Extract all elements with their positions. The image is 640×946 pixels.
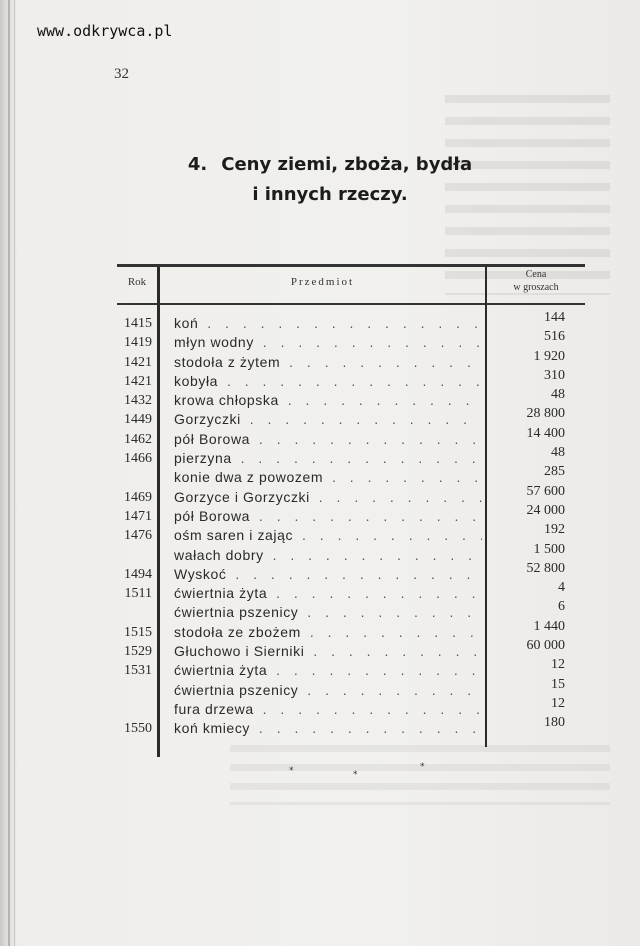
row-price: 14 400 xyxy=(526,425,565,441)
book-spine-line xyxy=(14,0,15,946)
row-item: fura drzewa . . . xyxy=(174,700,482,719)
row-item: konie dwa z powozem . . . xyxy=(174,468,482,487)
table-top-rule xyxy=(117,264,585,267)
row-item: Gorzyce i Gorzyczki . . . xyxy=(174,488,482,507)
row-price: 1 440 xyxy=(533,618,565,634)
row-price: 24 000 xyxy=(526,502,565,518)
row-year: 1421 xyxy=(124,373,152,389)
row-price: 4 xyxy=(558,580,565,596)
page-number: 32 xyxy=(114,66,129,82)
row-year: 1531 xyxy=(124,663,152,679)
row-year: 1415 xyxy=(124,316,152,331)
row-item: ćwiertnia pszenicy . . . xyxy=(174,681,482,700)
row-price: 12 xyxy=(551,695,565,711)
header-price-line-2: w groszach xyxy=(513,282,559,293)
row-item: stodoła ze zbożem . . . xyxy=(174,623,482,642)
row-price: 28 800 xyxy=(526,406,565,422)
row-item: koń . . . xyxy=(174,314,482,333)
table-row xyxy=(117,715,585,738)
row-year: 1466 xyxy=(124,451,152,467)
row-year: 1529 xyxy=(124,644,152,660)
row-year: 1494 xyxy=(124,566,152,582)
row-item: pół Borowa . . . xyxy=(174,507,482,526)
asterism-star: * xyxy=(289,766,294,776)
watermark: www.odkrywca.pl xyxy=(37,22,173,40)
row-year: 1515 xyxy=(124,624,152,640)
header-item: Przedmiot xyxy=(290,276,355,288)
asterism-star: * xyxy=(420,762,425,772)
row-item: młyn wodny . . . xyxy=(174,333,482,352)
row-year: 1419 xyxy=(124,335,152,351)
heading-number: 4. xyxy=(187,154,208,175)
row-item: stodoła z żytem . . . xyxy=(174,353,482,372)
table-body xyxy=(117,310,585,739)
row-item: ośm saren i zając . . . xyxy=(174,526,482,545)
row-item: pierzyna . . . xyxy=(174,449,482,468)
row-item: Głuchowo i Sierniki . . . xyxy=(174,642,482,661)
row-item: ćwiertnia pszenicy . . . xyxy=(174,603,482,622)
row-price: 60 000 xyxy=(526,638,565,654)
row-item: krowa chłopska . . . xyxy=(174,391,482,410)
row-year: 1462 xyxy=(124,431,152,447)
row-item: koń kmiecy . . . xyxy=(174,719,482,738)
row-price: 1 920 xyxy=(533,348,565,364)
row-price: 48 xyxy=(551,387,565,403)
row-price: 1 500 xyxy=(533,541,565,557)
row-price: 180 xyxy=(544,715,565,731)
row-item: kobyła . . . xyxy=(174,372,482,391)
row-item: ćwiertnia żyta . . . xyxy=(174,584,482,603)
asterism-star: * xyxy=(353,770,358,780)
row-price: 310 xyxy=(544,367,565,383)
row-price: 57 600 xyxy=(526,483,565,499)
row-year: 1550 xyxy=(124,721,152,737)
row-year: 1511 xyxy=(124,586,152,602)
row-price: 516 xyxy=(544,329,565,345)
row-year: 1471 xyxy=(124,508,152,524)
row-item: Gorzyczki . . . xyxy=(174,410,482,429)
heading-line-2: i innych rzeczy. xyxy=(252,184,408,205)
row-price: 52 800 xyxy=(526,560,565,576)
row-price: 15 xyxy=(551,676,565,692)
row-price: 6 xyxy=(558,599,565,615)
heading-text-1: Ceny ziemi, zboża, bydła xyxy=(221,154,473,175)
header-year: Rok xyxy=(127,276,147,288)
row-price: 12 xyxy=(551,657,565,673)
row-year: 1421 xyxy=(124,354,152,370)
row-year: 1449 xyxy=(124,412,152,428)
heading-line-1 xyxy=(150,150,510,180)
row-item: wałach dobry . . . xyxy=(174,546,482,565)
table-header-rule xyxy=(117,303,585,305)
row-price: 144 xyxy=(544,310,565,325)
header-price xyxy=(487,268,585,294)
header-price-line-1: Cena xyxy=(525,269,547,280)
row-item: Wyskoć . . . xyxy=(174,565,482,584)
section-heading xyxy=(150,150,510,210)
row-year: 1432 xyxy=(124,393,152,409)
row-year: 1476 xyxy=(124,528,152,544)
row-item: pół Borowa . . . xyxy=(174,430,482,449)
book-spine-shadow xyxy=(8,0,10,946)
row-item: ćwiertnia żyta . . . xyxy=(174,661,482,680)
row-year: 1469 xyxy=(124,489,152,505)
row-price: 192 xyxy=(544,522,565,538)
row-price: 48 xyxy=(551,445,565,461)
asterism xyxy=(0,760,640,790)
row-price: 285 xyxy=(544,464,565,480)
